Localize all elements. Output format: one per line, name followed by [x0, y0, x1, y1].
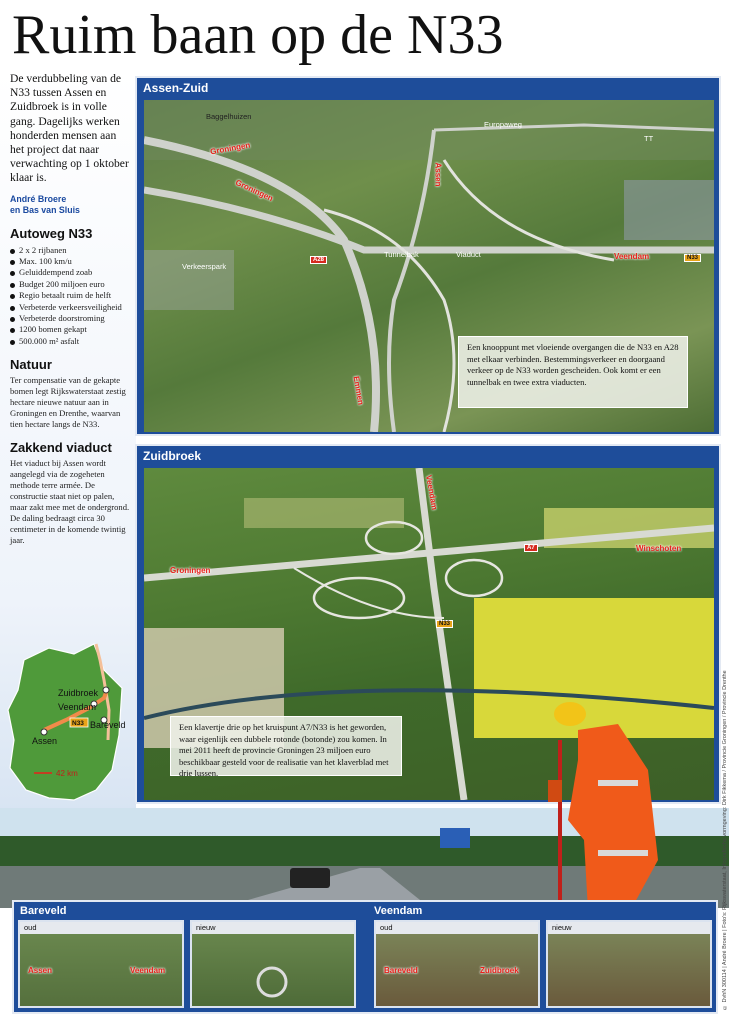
callout-assen-zuid: Een knooppunt met vloeiende overgangen die de N33 en A28 met elkaar verbinden. Bestemmingsverkeer en doorgaand verkeer op de N33 worden gescheiden. Ook komt er een tunnelbak en twee extra viaducten. [458, 336, 688, 408]
label-assen-oud: Assen [28, 966, 53, 975]
shield-n33: N33 [684, 254, 701, 262]
label-assen: Assen [433, 162, 443, 187]
map-city-assen: Assen [32, 736, 58, 746]
intro-text: De verdubbeling van de N33 tussen Assen en Zuidbroek is in volle gang. Dagelijks werken honderden mensen aan het project dat naar verwachting op 1 oktober klaar is. [10, 72, 129, 185]
callout-zuidbroek: Een klavertje drie op het kruispunt A7/N33 is het geworden, waar eigenlijk een dubbele rotonde (botonde) zou komen. In mei 2011 heeft de provincie Groningen 23 miljoen euro beschikbaar gesteld voor de realisatie van het klaverblad met drie lussen. [170, 716, 402, 776]
facts-title: Autoweg N33 [10, 225, 93, 241]
roundabout-graphic [192, 922, 356, 1008]
thumb-veendam-oud [374, 920, 540, 1008]
label-verkeerspark: Verkeerspark [182, 262, 227, 271]
label-baggelhuizen: Baggelhuizen [206, 112, 252, 121]
tag-oud: oud [20, 922, 182, 934]
label-groningen-1: Groningen [209, 140, 251, 157]
thumb-veendam-nieuw [546, 920, 712, 1008]
aerial-photo-assen-zuid [144, 100, 714, 432]
natuur-text: Ter compensatie van de gekapte bomen legt Rijkswaterstaat zestig hectare nieuwe natuur aan in Groningen en Drenthe, waarvan tien hectare langs de N33. [10, 375, 126, 430]
panel-assen-zuid [135, 76, 721, 436]
label-viaduct: Viaduct [456, 250, 481, 259]
label-groningen-zb: Groningen [170, 566, 211, 575]
panel-title-zuidbroek: Zuidbroek [143, 449, 202, 463]
fact-item: Verbeterde doorstroming [10, 313, 130, 324]
facts-list [10, 245, 130, 348]
shield-a7: A7 [524, 544, 538, 552]
map-city-veendam: Veendam [58, 702, 97, 712]
shield-n33-zb: N33 [436, 620, 453, 628]
thumb-bareveld-nieuw [190, 920, 356, 1008]
label-tt: TT [644, 134, 654, 143]
headline: Ruim baan op de N33 [12, 4, 504, 66]
thumb-bareveld-oud [18, 920, 184, 1008]
label-emmen: Emmen [351, 375, 366, 406]
fact-item: Max. 100 km/u [10, 256, 130, 267]
subtitle-bareveld: Bareveld [20, 905, 67, 917]
label-groningen-2: Groningen [233, 177, 275, 204]
label-veendam-zb: Veendam [424, 474, 440, 511]
label-bareveld-oud: Bareveld [384, 966, 418, 975]
map-road-n33: N33 [72, 720, 84, 727]
map-city-zuidbroek: Zuidbroek [58, 688, 99, 698]
province-map [4, 640, 130, 830]
label-veendam: Veendam [614, 252, 650, 261]
fact-item: 2 x 2 rijbanen [10, 245, 130, 256]
viaduct-title: Zakkend viaduct [10, 440, 112, 456]
fact-item: Verbeterde verkeersveiligheid [10, 302, 130, 313]
fact-item: 1200 bomen gekapt [10, 324, 130, 335]
fact-item: Geluiddempend zoab [10, 267, 130, 278]
tag-oud-veendam: oud [376, 922, 538, 934]
subtitle-veendam: Veendam [374, 905, 423, 917]
photo-credit: © DvhN 300114 | André Broere | Foto's: Rijkswaterstaat, Infografische vormgeving: Dirk Fikkema / Provincie Groningen / Provincie Drenthe [722, 670, 728, 1010]
tag-nieuw: nieuw [192, 922, 354, 934]
label-europaweg: Europaweg [484, 120, 522, 129]
natuur-title: Natuur [10, 357, 52, 373]
fact-item: 500.000 m² asfalt [10, 336, 130, 347]
viaduct-text: Het viaduct bij Assen wordt aangelegd via de zogeheten methode terre armée. De constructie staat niet op palen, maar zakt mee met de ondergrond. De daling bedraagt circa 30 centimeter in de komende twintig jaar. [10, 458, 130, 546]
panel-title-assen-zuid: Assen-Zuid [143, 81, 209, 95]
tag-nieuw-veendam: nieuw [548, 922, 710, 934]
shield-a28: A28 [310, 256, 327, 264]
comparison-panel [12, 900, 718, 1014]
map-distance: 42 km [56, 769, 78, 778]
surveyor-figure [548, 700, 664, 924]
label-winschoten: Winschoten [636, 544, 682, 553]
fact-item: Budget 200 miljoen euro [10, 279, 130, 290]
byline: André Broere en Bas van Sluis [10, 193, 80, 215]
fact-item: Regio betaalt ruim de helft [10, 290, 130, 301]
label-zuidbroek-oud: Zuidbroek [480, 966, 519, 975]
label-tunnelbak: Tunnelbak [384, 250, 419, 259]
map-city-bareveld: Bareveld [90, 720, 126, 730]
label-veendam-oud: Veendam [130, 966, 166, 975]
